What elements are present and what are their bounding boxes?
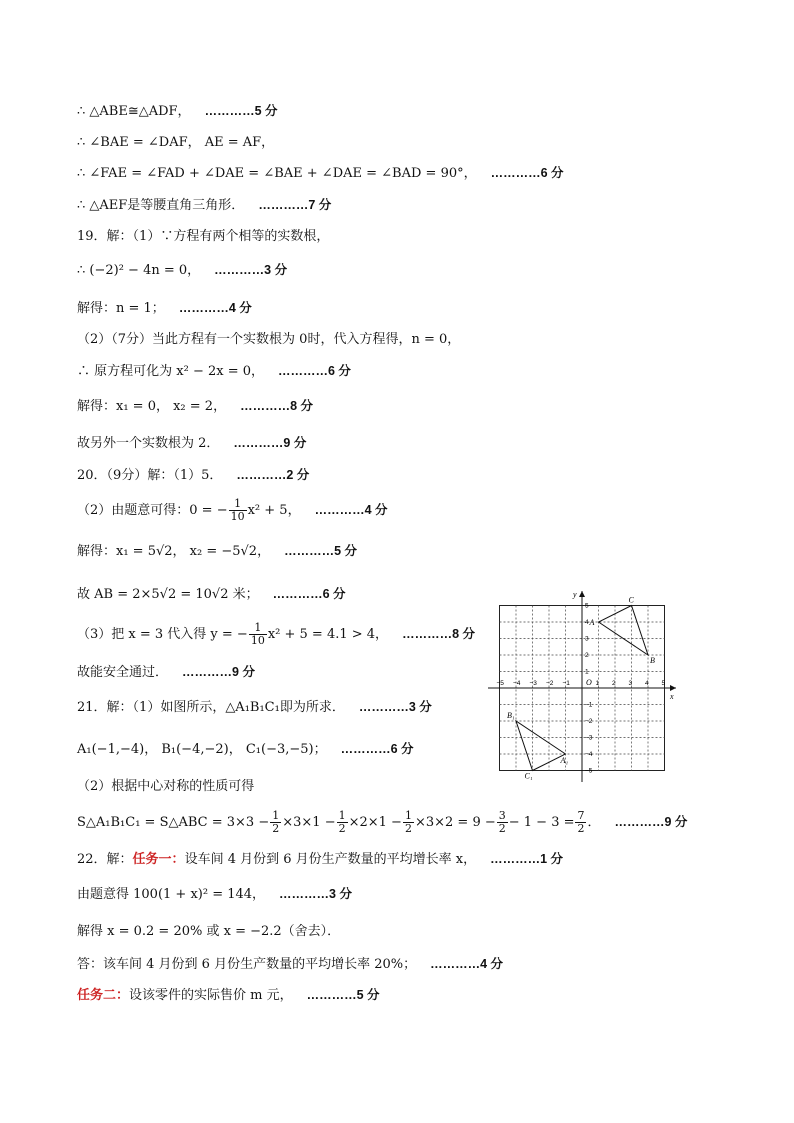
- line-q20-part2: （2）由题意可得：0 = − $\frac{1}{10}$ x² + 5， …………4 分: [77, 497, 388, 523]
- fraction: $\frac{7}{2}$: [577, 809, 585, 835]
- line-q22-answer: 答：该车间 4 月份到 6 月份生产数量的平均增长率 20%； …………4 分: [77, 957, 504, 972]
- x-tick-label: 3: [628, 680, 633, 687]
- line-q19-start: 19．解：（1）∵方程有两个相等的实数根，: [77, 229, 330, 244]
- y-tick-label: −1: [585, 701, 593, 709]
- y-tick-label: −3: [585, 734, 593, 742]
- y-tick-label: 2: [585, 652, 589, 659]
- line-q20-part3: （3）把 x = 3 代入得 y = − $\frac{1}{10}$ x² + 5 = 4.1 > 4， …………8 分: [77, 621, 475, 647]
- vertex-label: A: [589, 618, 595, 627]
- x-axis-arrow: [670, 685, 676, 691]
- line-q19-discriminant: ∴ (−2)² − 4n = 0， …………3 分: [77, 263, 288, 278]
- x-tick-label: 4: [645, 680, 649, 687]
- x-tick-label: 2: [612, 680, 616, 687]
- y-tick-label: 4: [585, 619, 589, 626]
- y-tick-label: 5: [585, 602, 589, 610]
- line-q21-part2: （2）根据中心对称的性质可得: [77, 779, 255, 794]
- line-q22-task1: 22．解：任务一：设车间 4 月份到 6 月份生产数量的平均增长率 x， …………1 分: [77, 852, 564, 867]
- y-axis-label: y: [573, 590, 577, 599]
- line-q19-n: 解得：n = 1； …………4 分: [77, 301, 252, 316]
- x-tick-label: −2: [546, 680, 554, 687]
- x-tick-label: 5: [661, 680, 666, 687]
- y-tick-label: −2: [585, 718, 593, 725]
- vertex-label: A₁: [560, 756, 569, 765]
- line-q22-task2: 任务二：设该零件的实际售价 m 元， …………5 分: [77, 988, 380, 1003]
- y-tick-label: −4: [585, 751, 593, 758]
- line-q20-answer: 故能安全通过． …………9 分: [77, 665, 255, 680]
- line-q19-part2: （2）（7分）当此方程有一个实数根为 0时，代入方程得，n = 0，: [77, 332, 461, 347]
- line-angle-bae: ∴ ∠BAE = ∠DAF， AE = AF，: [77, 135, 275, 150]
- fraction: $\frac{1}{2}$: [404, 809, 412, 835]
- line-q22-equation: 由题意得 100(1 + x)² = 144， …………3 分: [77, 887, 352, 902]
- line-q19-answer: 故另外一个实数根为 2． …………9 分: [77, 436, 307, 451]
- fraction: $\frac{1}{10}$: [230, 497, 245, 523]
- line-q22-solve: 解得 x = 0.2 = 20% 或 x = −2.2（舍去）．: [77, 924, 341, 939]
- x-tick-label: 1: [595, 680, 600, 687]
- fraction: $\frac{1}{2}$: [272, 809, 280, 835]
- line-q20-start: 20．（9分）解：（1）5． …………2 分: [77, 468, 310, 483]
- triangle-abc: [599, 606, 649, 656]
- line-q21-area: S△A₁B₁C₁ = S△ABC = 3×3 − $\frac{1}{2}$ ×3×1 − $\frac{1}{2}$ ×2×1 − $\frac{1}{2}$ ×3×2 = 9 − $\frac{3}{2}$ − 1 − 3 = $\frac{7}{2}$ ． …………9 分: [77, 809, 688, 835]
- line-q21-coords: A₁(−1,−4)， B₁(−4,−2)， C₁(−3,−5)； …………6 分: [77, 742, 414, 757]
- vertex-label: C: [628, 595, 634, 605]
- y-tick-label: −5: [585, 767, 593, 775]
- line-angle-fae: ∴ ∠FAE = ∠FAD + ∠DAE = ∠BAE + ∠DAE = ∠BAD = 90°， …………6 分: [77, 166, 564, 181]
- fraction: $\frac{3}{2}$: [498, 809, 506, 835]
- vertex-label: B: [650, 656, 655, 665]
- vertex-label: C₁: [524, 771, 533, 781]
- line-q19-roots: 解得：x₁ = 0， x₂ = 2， …………8 分: [77, 399, 314, 414]
- y-tick-label: 1: [585, 668, 589, 676]
- line-q19-equation: ∴ 原方程可化为 x² − 2x = 0， …………6 分: [77, 364, 351, 379]
- x-tick-label: −5: [496, 680, 504, 687]
- y-tick-label: 3: [585, 635, 589, 643]
- line-q21-start: 21．解：（1）如图所示，△A₁B₁C₁即为所求． …………3 分: [77, 700, 432, 715]
- x-tick-label: −1: [562, 680, 570, 687]
- fraction: $\frac{1}{2}$: [338, 809, 346, 835]
- line-q20-ab: 故 AB = 2×5√2 = 10√2 米； …………6 分: [77, 587, 346, 602]
- triangle-a1b1c1: [516, 721, 566, 771]
- vertex-label: B₁: [507, 711, 515, 720]
- line-aef-isosceles: ∴ △AEF是等腰直角三角形． …………7 分: [77, 198, 332, 213]
- line-q20-roots: 解得：x₁ = 5√2， x₂ = −5√2， …………5 分: [77, 544, 358, 559]
- y-axis-arrow: [579, 591, 585, 597]
- coordinate-graph: [486, 588, 682, 784]
- line-abe-congruent: ∴ △ABE≅△ADF， …………5 分: [77, 104, 278, 119]
- origin-label: O: [586, 678, 592, 687]
- fraction: $\frac{1}{10}$: [250, 621, 265, 647]
- x-axis-label: x: [670, 692, 674, 701]
- x-tick-label: −3: [529, 680, 537, 687]
- x-tick-label: −4: [513, 680, 521, 687]
